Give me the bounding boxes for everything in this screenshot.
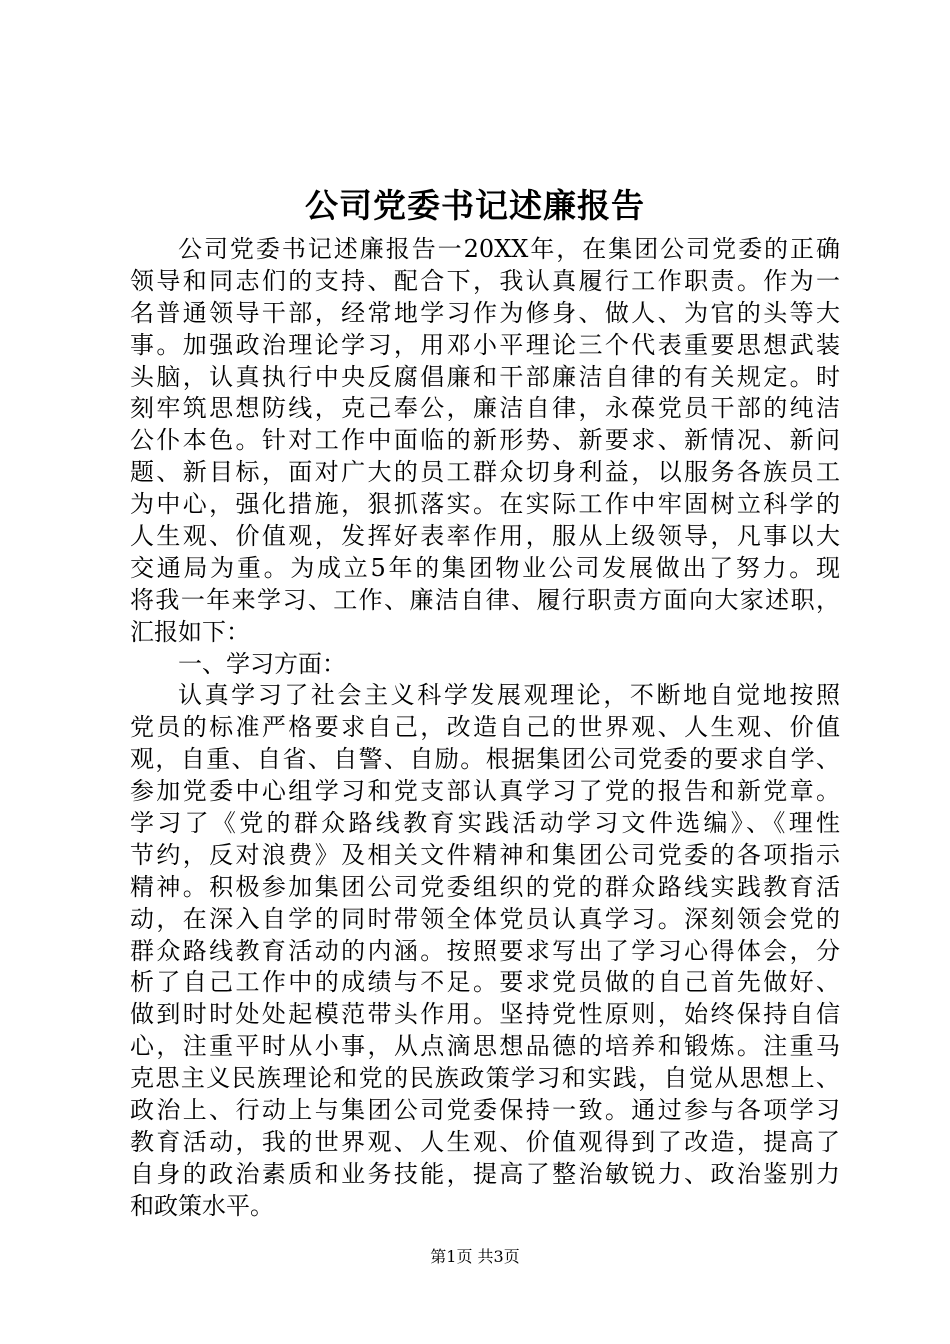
- text-line: 认真学习了社会主义科学发展观理论，不断地自觉地按照: [178, 681, 840, 710]
- text-line: 刻牢筑思想防线，克己奉公，廉洁自律，永葆党员干部的纯洁: [130, 394, 840, 423]
- page-footer: 第1页 共3页: [430, 1247, 520, 1266]
- text-line: 析了自己工作中的成绩与不足。要求党员做的自己首先做好、: [130, 968, 840, 997]
- text-line: 参加党委中心组学习和党支部认真学习了党的报告和新党章。: [130, 777, 840, 806]
- text-line: 精神。积极参加集团公司党委组织的党的群众路线实践教育活: [130, 872, 840, 901]
- text-line: 群众路线教育活动的内涵。按照要求写出了学习心得体会，分: [130, 936, 840, 965]
- text-line: 观，自重、自省、自警、自励。根据集团公司党委的要求自学、: [130, 745, 840, 774]
- text-line: 题、新目标，面对广大的员工群众切身利益，以服务各族员工: [130, 458, 840, 487]
- text-line: 人生观、价值观，发挥好表率作用，服从上级领导，凡事以大: [130, 522, 840, 551]
- text-line: 公司党委书记述廉报告一20XX年，在集团公司党委的正确: [178, 235, 840, 263]
- text-line: 名普通领导干部，经常地学习作为修身、做人、为官的头等大: [130, 298, 840, 327]
- text-line: 一、学习方面：: [178, 649, 346, 678]
- text-line: 头脑，认真执行中央反腐倡廉和干部廉洁自律的有关规定。时: [130, 362, 840, 391]
- text-line: 事。加强政治理论学习，用邓小平理论三个代表重要思想武装: [130, 330, 840, 359]
- text-line: 为中心，强化措施，狠抓落实。在实际工作中牢固树立科学的: [130, 490, 840, 519]
- text-line: 做到时时处处起模范带头作用。坚持党性原则，始终保持自信: [130, 1000, 840, 1029]
- text-line: 公仆本色。针对工作中面临的新形势、新要求、新情况、新问: [130, 426, 840, 455]
- text-line: 交通局为重。为成立5年的集团物业公司发展做出了努力。现: [130, 553, 840, 582]
- text-line: 自身的政治素质和业务技能，提高了整治敏锐力、政治鉴别力: [130, 1159, 840, 1188]
- text-line: 将我一年来学习、工作、廉洁自律、履行职责方面向大家述职，: [130, 585, 840, 614]
- text-line: 心，注重平时从小事，从点滴思想品德的培养和锻炼。注重马: [130, 1032, 840, 1061]
- text-line: 学习了《党的群众路线教育实践活动学习文件选编》、《理性: [130, 809, 840, 838]
- document-title: 公司党委书记述廉报告: [305, 186, 645, 225]
- document-body: [130, 234, 840, 1223]
- text-line: 克思主义民族理论和党的民族政策学习和实践，自觉从思想上、: [130, 1064, 840, 1093]
- text-line: 教育活动，我的世界观、人生观、价值观得到了改造，提高了: [130, 1127, 840, 1156]
- text-line: 政治上、行动上与集团公司党委保持一致。通过参与各项学习: [130, 1096, 840, 1125]
- text-line: 汇报如下：: [130, 617, 250, 646]
- text-line: 领导和同志们的支持、配合下，我认真履行工作职责。作为一: [130, 266, 840, 295]
- text-line: 党员的标准严格要求自己，改造自己的世界观、人生观、价值: [130, 713, 840, 742]
- text-line: 动，在深入自学的同时带领全体党员认真学习。深刻领会党的: [130, 904, 840, 933]
- text-line: 和政策水平。: [130, 1191, 274, 1220]
- text-line: 节约，反对浪费》及相关文件精神和集团公司党委的各项指示: [130, 840, 840, 869]
